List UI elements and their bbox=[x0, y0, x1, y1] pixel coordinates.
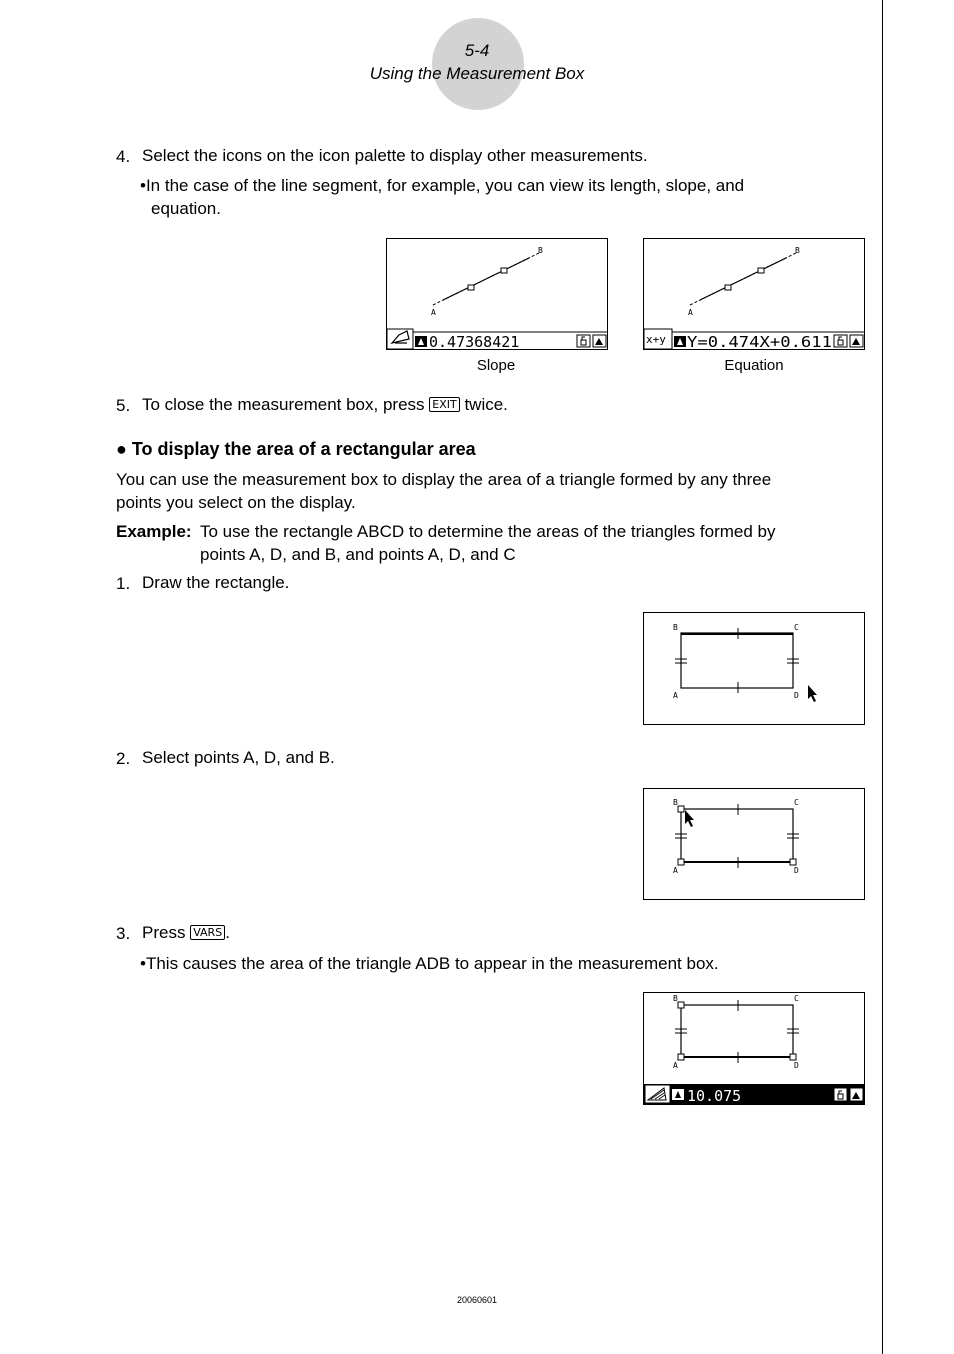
section-heading-text: To display the area of a rectangular area bbox=[131, 439, 476, 459]
area-value: 10.075 bbox=[687, 1087, 742, 1104]
step-text: Select the icons on the icon palette to display other measurements. bbox=[142, 146, 648, 165]
equation-value: Y=0.474X+0.611 bbox=[687, 333, 832, 349]
point-label-b: B bbox=[795, 246, 800, 255]
step-number: 5. bbox=[116, 396, 131, 415]
point-label-d: D bbox=[794, 866, 799, 875]
selected-points-graphic bbox=[644, 789, 864, 899]
cursor-pointer-icon bbox=[808, 685, 817, 702]
equation-screen-graphic bbox=[644, 239, 864, 349]
point-label-c: C bbox=[794, 623, 799, 632]
point-label-b: B bbox=[673, 623, 678, 632]
bullet-text: In the case of the line segment, for example, you can view its length, slope, and bbox=[145, 176, 745, 195]
point-label-b: B bbox=[673, 994, 678, 1003]
step-text bbox=[142, 394, 508, 416]
rectangle-graphic bbox=[644, 613, 864, 724]
example-text: To use the rectangle ABCD to determine the areas of the triangles formed by bbox=[200, 522, 776, 541]
step-text: Select points A, D, and B. bbox=[142, 748, 335, 767]
slope-screen-graphic bbox=[387, 239, 607, 349]
exit-key-icon: EXIT bbox=[429, 397, 459, 412]
step-number: 2. bbox=[116, 749, 131, 768]
point-label-a: A bbox=[673, 1061, 678, 1070]
step-text-before: To close the measurement box, press bbox=[142, 395, 425, 414]
point-label-a: A bbox=[673, 691, 678, 700]
page-edge-rule bbox=[882, 0, 883, 1354]
caption-equation: Equation bbox=[724, 357, 784, 374]
slope-value: 0.47368421 bbox=[429, 333, 520, 349]
equation-icon[interactable]: x+y bbox=[646, 333, 666, 346]
point-label-a: A bbox=[688, 308, 693, 317]
area-screen-graphic bbox=[644, 993, 864, 1104]
example-label: Example: bbox=[116, 522, 192, 541]
step-text-before: Press bbox=[142, 923, 186, 942]
point-label-d: D bbox=[794, 691, 799, 700]
calculator-screen-area bbox=[643, 992, 865, 1105]
calculator-screen-rectangle bbox=[643, 612, 865, 725]
point-label-c: C bbox=[794, 994, 799, 1003]
step-text-after: . bbox=[225, 923, 230, 942]
bullet-text-continued: equation. bbox=[151, 199, 221, 218]
bullet-text: This causes the area of the triangle ADB to appear in the measurement box. bbox=[145, 954, 719, 973]
section-title: Using the Measurement Box bbox=[369, 64, 585, 83]
point-label-c: C bbox=[794, 798, 799, 807]
footer-code: 20060601 bbox=[456, 1295, 498, 1305]
point-label-a: A bbox=[431, 308, 436, 317]
caption-slope: Slope bbox=[476, 357, 516, 374]
calculator-screen-equation bbox=[643, 238, 865, 350]
calculator-screen-selected-points bbox=[643, 788, 865, 900]
step-number: 3. bbox=[116, 924, 131, 943]
section-heading: ● To display the area of a rectangular area bbox=[116, 439, 476, 459]
step-number: 1. bbox=[116, 574, 131, 593]
step-text bbox=[142, 922, 230, 944]
intro-text-continued: points you select on the display. bbox=[116, 493, 356, 512]
page-number: 5-4 bbox=[464, 41, 490, 60]
bullet-item: •In the case of the line segment, for example, you can view its length, slope, and bbox=[140, 176, 745, 195]
step-text: Draw the rectangle. bbox=[142, 573, 290, 592]
intro-text: You can use the measurement box to display the area of a triangle formed by any three bbox=[116, 470, 772, 489]
calculator-screen-slope bbox=[386, 238, 608, 350]
cursor-pointer-icon bbox=[685, 810, 694, 827]
point-label-b: B bbox=[673, 798, 678, 807]
point-label-a: A bbox=[673, 866, 678, 875]
bullet-item: •This causes the area of the triangle ADB to appear in the measurement box. bbox=[140, 954, 719, 973]
step-text-after: twice. bbox=[464, 395, 508, 414]
step-number: 4. bbox=[116, 147, 131, 166]
point-label-b: B bbox=[538, 246, 543, 255]
vars-key-icon: VARS bbox=[190, 925, 225, 940]
example-text-continued: points A, D, and B, and points A, D, and C bbox=[200, 545, 516, 564]
point-label-d: D bbox=[794, 1061, 799, 1070]
